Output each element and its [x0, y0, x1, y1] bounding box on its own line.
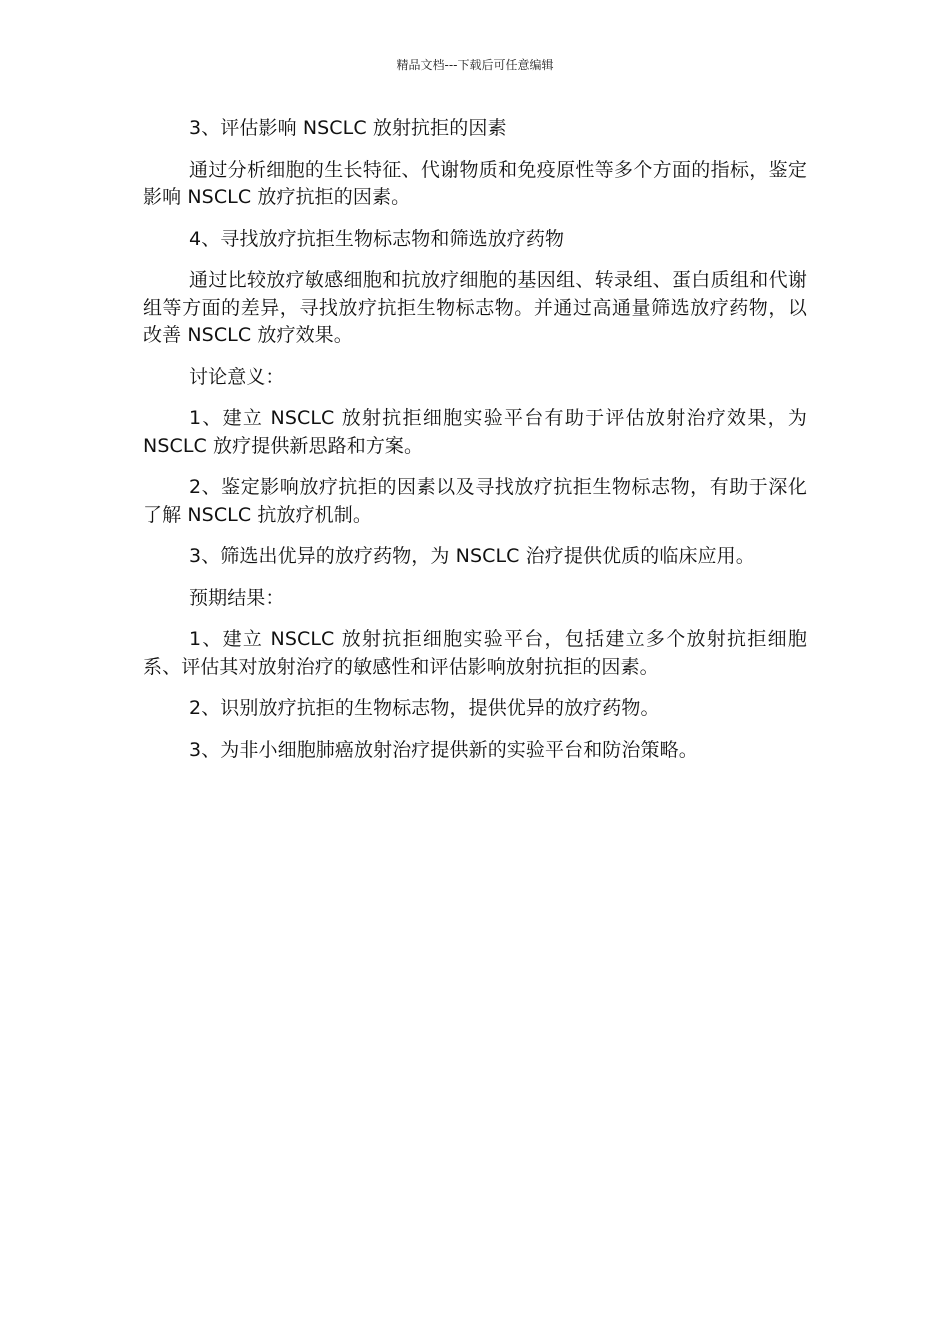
- expected-result-2: 2、识别放疗抗拒的生物标志物，提供优异的放疗药物。: [189, 697, 660, 719]
- expected-result-1: 1、建立 NSCLC 放射抗拒细胞实验平台，包括建立多个放射抗拒细胞系、评估其对放射治疗的敏感性和评估影响放射抗拒的因素。: [143, 628, 807, 678]
- paragraph-3-detail: 通过分析细胞的生长特征、代谢物质和免疫原性等多个方面的指标，鉴定影响 NSCLC 放疗抗拒的因素。: [143, 158, 807, 208]
- document-body: [143, 115, 807, 778]
- paragraph-4-detail: 通过比较放疗敏感细胞和抗放疗细胞的基因组、转录组、蛋白质组和代谢组等方面的差异，寻找放疗抗拒生物标志物。并通过高通量筛选放疗药物，以改善 NSCLC 放疗效果。: [143, 269, 807, 346]
- discussion-item-2: 2、鉴定影响放疗抗拒的因素以及寻找放疗抗拒生物标志物，有助于深化了解 NSCLC 抗放疗机制。: [143, 476, 807, 526]
- discussion-item-3: 3、筛选出优异的放疗药物，为 NSCLC 治疗提供优质的临床应用。: [189, 545, 755, 567]
- discussion-item-1: 1、建立 NSCLC 放射抗拒细胞实验平台有助于评估放射治疗效果，为 NSCLC 放疗提供新思路和方案。: [143, 407, 807, 457]
- section-heading-3: 3、评估影响 NSCLC 放射抗拒的因素: [189, 117, 507, 139]
- expected-results-heading: 预期结果：: [189, 586, 285, 609]
- section-heading-4: 4、寻找放疗抗拒生物标志物和筛选放疗药物: [189, 227, 565, 250]
- page-header: 精品文档---下载后可任意编辑: [396, 58, 554, 72]
- discussion-heading: 讨论意义：: [189, 365, 285, 388]
- expected-result-3: 3、为非小细胞肺癌放射治疗提供新的实验平台和防治策略。: [189, 738, 698, 761]
